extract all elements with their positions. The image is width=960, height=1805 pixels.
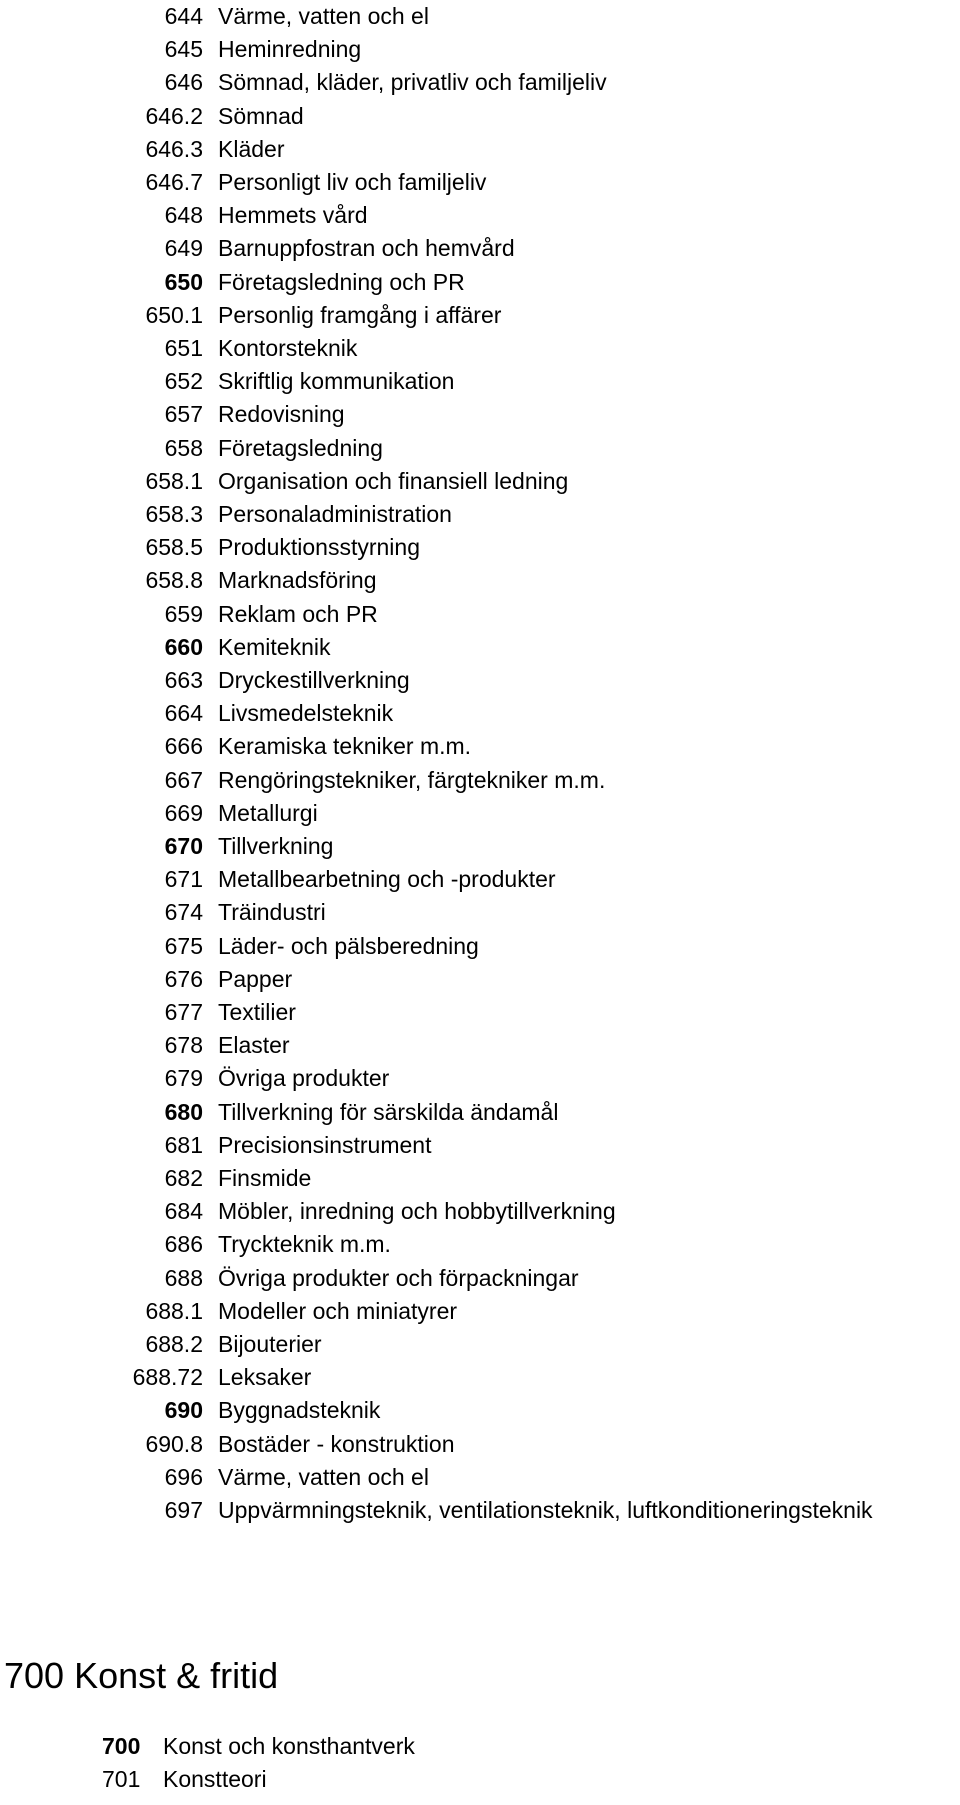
entry-code: 681 — [164, 1131, 203, 1158]
entry-code: 690.8 — [145, 1430, 203, 1457]
entry-code: 646 — [164, 69, 203, 96]
list-item — [0, 1129, 960, 1162]
list-item — [0, 1062, 960, 1095]
entry-code: 688 — [164, 1264, 203, 1291]
entry-code: 666 — [164, 733, 203, 760]
entry-label: Träindustri — [218, 899, 326, 926]
entry-label: Konstteori — [163, 1766, 267, 1792]
entry-code: 669 — [164, 799, 203, 826]
list-item — [0, 996, 960, 1029]
entry-code: 648 — [164, 202, 203, 229]
list-item — [0, 332, 960, 365]
entry-label: Elaster — [218, 1032, 290, 1059]
entry-code: 652 — [164, 368, 203, 395]
entry-code: 671 — [164, 866, 203, 893]
entry-code: 688.1 — [145, 1297, 203, 1324]
list-item — [0, 830, 960, 863]
list-item — [0, 930, 960, 963]
entry-code: 657 — [164, 401, 203, 428]
entry-code: 646.7 — [145, 169, 203, 195]
list-item — [0, 1195, 960, 1228]
list-item — [0, 564, 960, 597]
list-item — [0, 0, 960, 33]
list-item — [0, 66, 960, 99]
entry-code: 696 — [164, 1463, 203, 1490]
entry-label: Leksaker — [218, 1364, 312, 1391]
entry-label: Finsmide — [218, 1165, 312, 1191]
entry-code: 682 — [164, 1165, 203, 1191]
list-item — [0, 299, 960, 332]
entry-code: 659 — [164, 600, 203, 627]
entry-code: 701 — [102, 1766, 141, 1792]
entry-label: Kläder — [218, 135, 285, 162]
entry-code: 650 — [164, 268, 203, 295]
list-item — [0, 1162, 960, 1195]
entry-label: Dryckestillverkning — [218, 667, 410, 693]
list-item — [0, 465, 960, 498]
entry-code: 686 — [164, 1231, 203, 1258]
entry-code: 675 — [164, 932, 203, 959]
list-item — [0, 166, 960, 199]
entry-code: 651 — [164, 335, 203, 361]
list-item — [0, 598, 960, 631]
entry-label: Personlig framgång i affärer — [218, 301, 502, 328]
entry-label: Livsmedelsteknik — [218, 700, 394, 727]
list-item — [0, 697, 960, 730]
entry-code: 650.1 — [145, 301, 203, 328]
list-item — [0, 1029, 960, 1062]
entry-label: Modeller och miniatyrer — [218, 1297, 458, 1324]
entry-label: Kontorsteknik — [218, 335, 358, 361]
entry-code: 658.8 — [145, 567, 203, 594]
entry-label: Möbler, inredning och hobbytillverkning — [218, 1198, 616, 1225]
entry-code: 677 — [164, 999, 203, 1025]
entry-code: 688.2 — [145, 1331, 203, 1357]
entry-code: 660 — [164, 633, 203, 660]
list-item — [0, 498, 960, 531]
entry-code: 690 — [164, 1397, 203, 1424]
entry-code: 649 — [164, 235, 203, 262]
entry-label: Läder- och pälsberedning — [218, 932, 479, 959]
entry-label: Redovisning — [218, 401, 345, 428]
list-item — [0, 1763, 960, 1796]
entry-code: 658.5 — [145, 534, 203, 561]
section-title: 700 Konst & fritid — [4, 1655, 279, 1696]
entry-label: Hemmets vård — [218, 202, 368, 229]
entry-code: 670 — [164, 833, 203, 859]
list-item — [0, 963, 960, 996]
list-item — [0, 133, 960, 166]
entry-label: Sömnad, kläder, privatliv och familjeliv — [218, 69, 607, 96]
entry-code: 658.1 — [145, 467, 203, 494]
list-item — [0, 896, 960, 929]
list-item — [0, 531, 960, 564]
list-item — [0, 1262, 960, 1295]
entry-label: Textilier — [218, 999, 296, 1025]
entry-code: 645 — [164, 36, 203, 63]
list-item — [0, 432, 960, 465]
entry-code: 644 — [164, 3, 203, 29]
entry-label: Bijouterier — [218, 1331, 322, 1357]
list-item — [0, 1096, 960, 1129]
entry-code: 646.3 — [145, 135, 203, 162]
entry-label: Företagsledning och PR — [218, 268, 465, 295]
entry-label: Skriftlig kommunikation — [218, 368, 455, 395]
entry-label: Precisionsinstrument — [218, 1131, 432, 1158]
entry-label: Värme, vatten och el — [218, 3, 429, 29]
entry-label: Organisation och finansiell ledning — [218, 467, 569, 494]
entry-code: 664 — [164, 700, 203, 727]
list-item — [0, 365, 960, 398]
entry-code: 688.72 — [132, 1364, 203, 1391]
entry-label: Tryckteknik m.m. — [218, 1231, 391, 1258]
list-item — [0, 1228, 960, 1261]
entry-label: Tillverkning för särskilda ändamål — [218, 1098, 559, 1125]
entry-label: Uppvärmningsteknik, ventilationsteknik, luftkonditioneringsteknik — [218, 1497, 873, 1523]
entry-code: 678 — [164, 1032, 203, 1059]
list-item — [0, 797, 960, 830]
entry-label: Marknadsföring — [218, 567, 377, 594]
list-item — [0, 664, 960, 697]
entry-label: Konst och konsthantverk — [163, 1733, 415, 1759]
entry-label: Rengöringstekniker, färgtekniker m.m. — [218, 766, 606, 793]
entry-label: Metallbearbetning och -produkter — [218, 866, 556, 893]
entry-label: Personaladministration — [218, 501, 452, 527]
list-item — [0, 232, 960, 265]
entry-label: Kemiteknik — [218, 633, 331, 660]
list-item — [0, 730, 960, 763]
list-item — [0, 266, 960, 299]
entry-code: 684 — [164, 1198, 203, 1225]
entry-code: 680 — [164, 1098, 203, 1125]
entry-label: Bostäder - konstruktion — [218, 1430, 455, 1457]
entry-label: Heminredning — [218, 36, 362, 63]
list-item — [0, 1295, 960, 1328]
list-item — [0, 33, 960, 66]
entry-label: Tillverkning — [218, 833, 334, 859]
list-item — [0, 631, 960, 664]
list-item — [0, 1730, 960, 1763]
list-item — [0, 100, 960, 133]
entry-label: Sömnad — [218, 102, 304, 129]
list-item — [0, 764, 960, 797]
entry-code: 658.3 — [145, 501, 203, 527]
entry-code: 697 — [164, 1497, 203, 1523]
list-item — [0, 199, 960, 232]
entry-code: 700 — [102, 1733, 141, 1759]
entry-label: Byggnadsteknik — [218, 1397, 381, 1424]
entry-code: 663 — [164, 667, 203, 693]
entry-label: Personligt liv och familjeliv — [218, 169, 487, 195]
entry-label: Keramiska tekniker m.m. — [218, 733, 472, 760]
list-item — [0, 1394, 960, 1427]
entry-label: Metallurgi — [218, 799, 318, 826]
list-item — [0, 1328, 960, 1361]
entry-label: Företagsledning — [218, 434, 383, 461]
entry-code: 658 — [164, 434, 203, 461]
list-item — [0, 398, 960, 431]
entry-code: 676 — [164, 965, 203, 992]
entry-label: Barnuppfostran och hemvård — [218, 235, 515, 262]
list-item — [0, 863, 960, 896]
list-item — [0, 1461, 960, 1494]
list-item — [0, 1428, 960, 1461]
entry-label: Övriga produkter — [218, 1065, 390, 1092]
entry-code: 646.2 — [145, 102, 203, 129]
entry-label: Produktionsstyrning — [218, 534, 420, 561]
entry-label: Värme, vatten och el — [218, 1463, 429, 1490]
entry-code: 674 — [164, 899, 203, 926]
list-item — [0, 1494, 960, 1527]
entry-code: 667 — [164, 766, 203, 793]
entry-code: 679 — [164, 1065, 203, 1092]
list-item — [0, 1361, 960, 1394]
entry-label: Papper — [218, 965, 293, 992]
entry-label: Reklam och PR — [218, 600, 378, 627]
entry-label: Övriga produkter och förpackningar — [218, 1264, 579, 1291]
